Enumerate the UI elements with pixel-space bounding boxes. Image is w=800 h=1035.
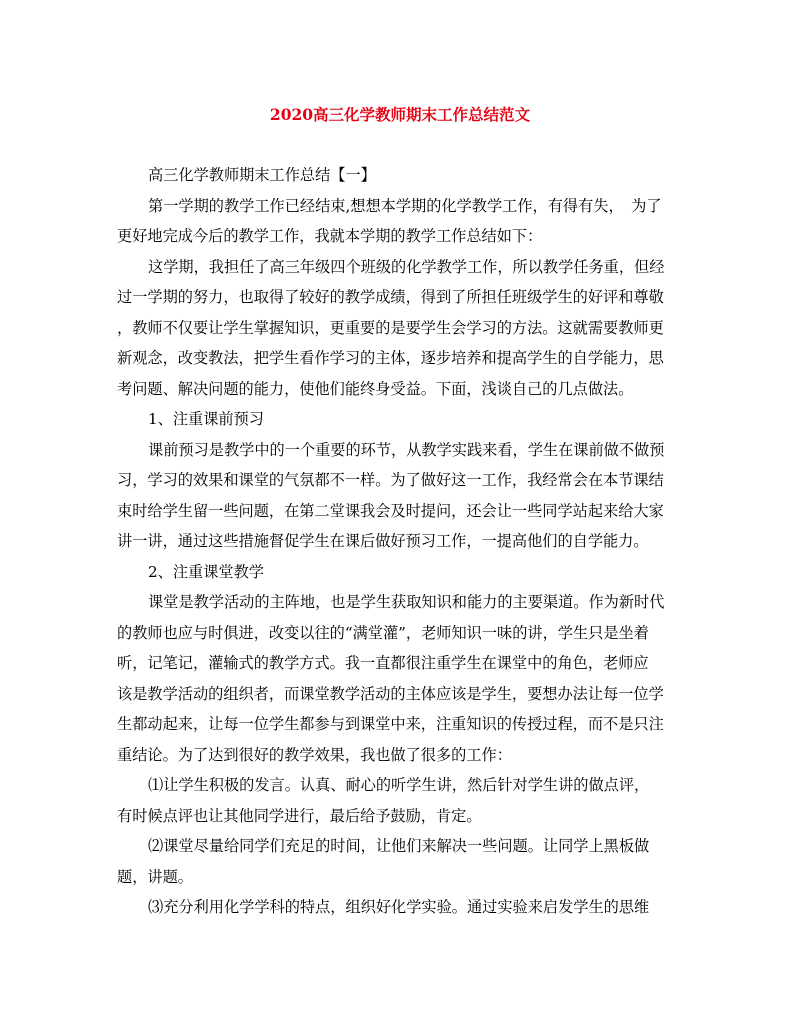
text-line: 该是教学活动的组织者，而课堂教学活动的主体应该是学生，要想办法让每一位学 <box>117 684 664 703</box>
text-line: ，教师不仅要让学生掌握知识，更重要的是要学生会学习的方法。这就需要教师更 <box>117 318 664 337</box>
text-line: 课堂是教学活动的主阵地，也是学生获取知识和能力的主要渠道。作为新时代 <box>148 593 665 611</box>
text-line: ⑵课堂尽量给同学们充足的时间，让他们来解决一些问题。让同学上黑板做 <box>148 837 650 855</box>
text-line: 这学期，我担任了高三年级四个班级的化学教学工作，所以教学任务重，但经 <box>148 257 665 276</box>
text-line: 1、注重课前预习 <box>148 410 264 428</box>
text-line: 束时给学生留一些问题，在第二堂课我会及时提问，还会让一些同学站起来给大家 <box>117 501 664 520</box>
text-line: ⑴让学生积极的发言。认真、耐心的听学生讲，然后针对学生讲的做点评， <box>148 776 650 794</box>
text-line: 生都动起来，让每一位学生都参与到课堂中来，注重知识的传授过程，而不是只注 <box>117 715 664 733</box>
text-line: 第一学期的教学工作已经结束,想想本学期的化学教学工作，有得有失， 为了 <box>148 196 662 215</box>
text-line: 题，讲题。 <box>117 867 193 886</box>
text-line: 考问题、解决问题的能力，使他们能终身受益。下面，浅谈自己的几点做法。 <box>117 379 634 398</box>
text-line: 新观念，改变教法，把学生看作学习的主体，逐步培养和提高学生的自学能力，思 <box>117 349 664 367</box>
text-line: 课前预习是教学中的一个重要的环节，从教学实践来看，学生在课前做不做预 <box>148 440 665 459</box>
text-line: 重结论。为了达到很好的教学效果，我也做了很多的工作： <box>117 745 512 764</box>
text-line: 的教师也应与时俱进，改变以往的“满堂灌”，老师知识一味的讲，学生只是坐着 <box>117 623 649 642</box>
text-line: 有时候点评也让其他同学进行，最后给予鼓励，肯定。 <box>117 806 482 825</box>
document-body <box>117 160 683 923</box>
text-line: 习，学习的效果和课堂的气氛都不一样。为了做好这一工作，我经常会在本节课结 <box>117 471 664 489</box>
text-line: 高三化学教师期末工作总结【一】 <box>148 166 376 184</box>
text-line: 讲一讲，通过这些措施督促学生在课后做好预习工作，一提高他们的自学能力。 <box>117 532 649 550</box>
document-title: 2020高三化学教师期末工作总结范文 <box>269 105 531 124</box>
text-line: 2、注重课堂教学 <box>148 562 264 581</box>
text-line: 听，记笔记，灌输式的教学方式。我一直都很注重学生在课堂中的角色，老师应 <box>117 654 649 672</box>
text-line: 更好地完成今后的教学工作，我就本学期的教学工作总结如下： <box>117 227 543 245</box>
text-line: ⑶充分利用化学学科的特点，组织好化学实验。通过实验来启发学生的思维 <box>148 898 650 916</box>
text-line: 过一学期的努力，也取得了较好的教学成绩，得到了所担任班级学生的好评和尊敬 <box>117 288 664 306</box>
